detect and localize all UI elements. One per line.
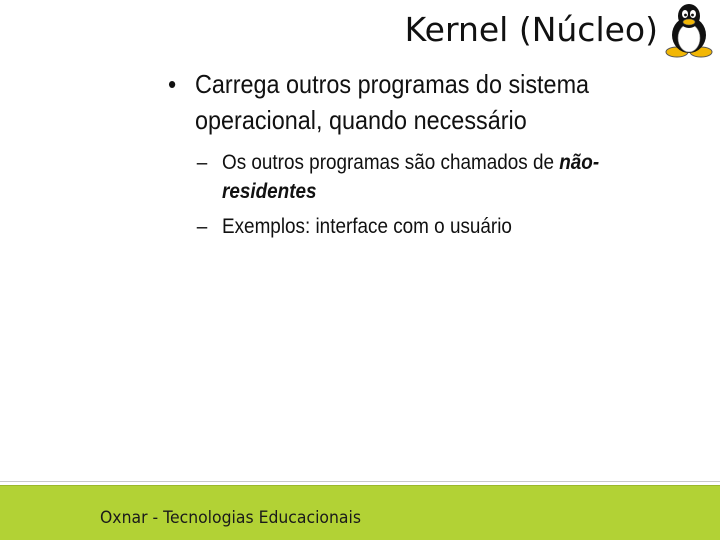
bullet-text: Os outros programas são chamados de <box>222 151 560 174</box>
bullet-text: Exemplos: interface com o usuário <box>222 215 512 238</box>
bullet-item-level1 <box>168 66 699 138</box>
dash-marker: – <box>196 215 208 238</box>
footer-text: Oxnar - Tecnologias Educacionais <box>100 508 361 528</box>
slide-title: Kernel (Núcleo) <box>404 10 658 49</box>
linux-tux-penguin-icon <box>662 2 716 58</box>
bullet-list <box>168 66 688 241</box>
bullet-text: Carrega outros programas do sistema operacional, quando necessário <box>195 69 590 135</box>
dash-marker: – <box>196 151 208 174</box>
emphasis-term: não-residentes <box>222 151 600 203</box>
footer-divider <box>0 481 720 482</box>
bullet-item-level2 <box>168 148 690 206</box>
footer-bar <box>0 485 720 540</box>
bullet-item-level2 <box>168 212 690 241</box>
bullet-marker: • <box>168 69 177 99</box>
